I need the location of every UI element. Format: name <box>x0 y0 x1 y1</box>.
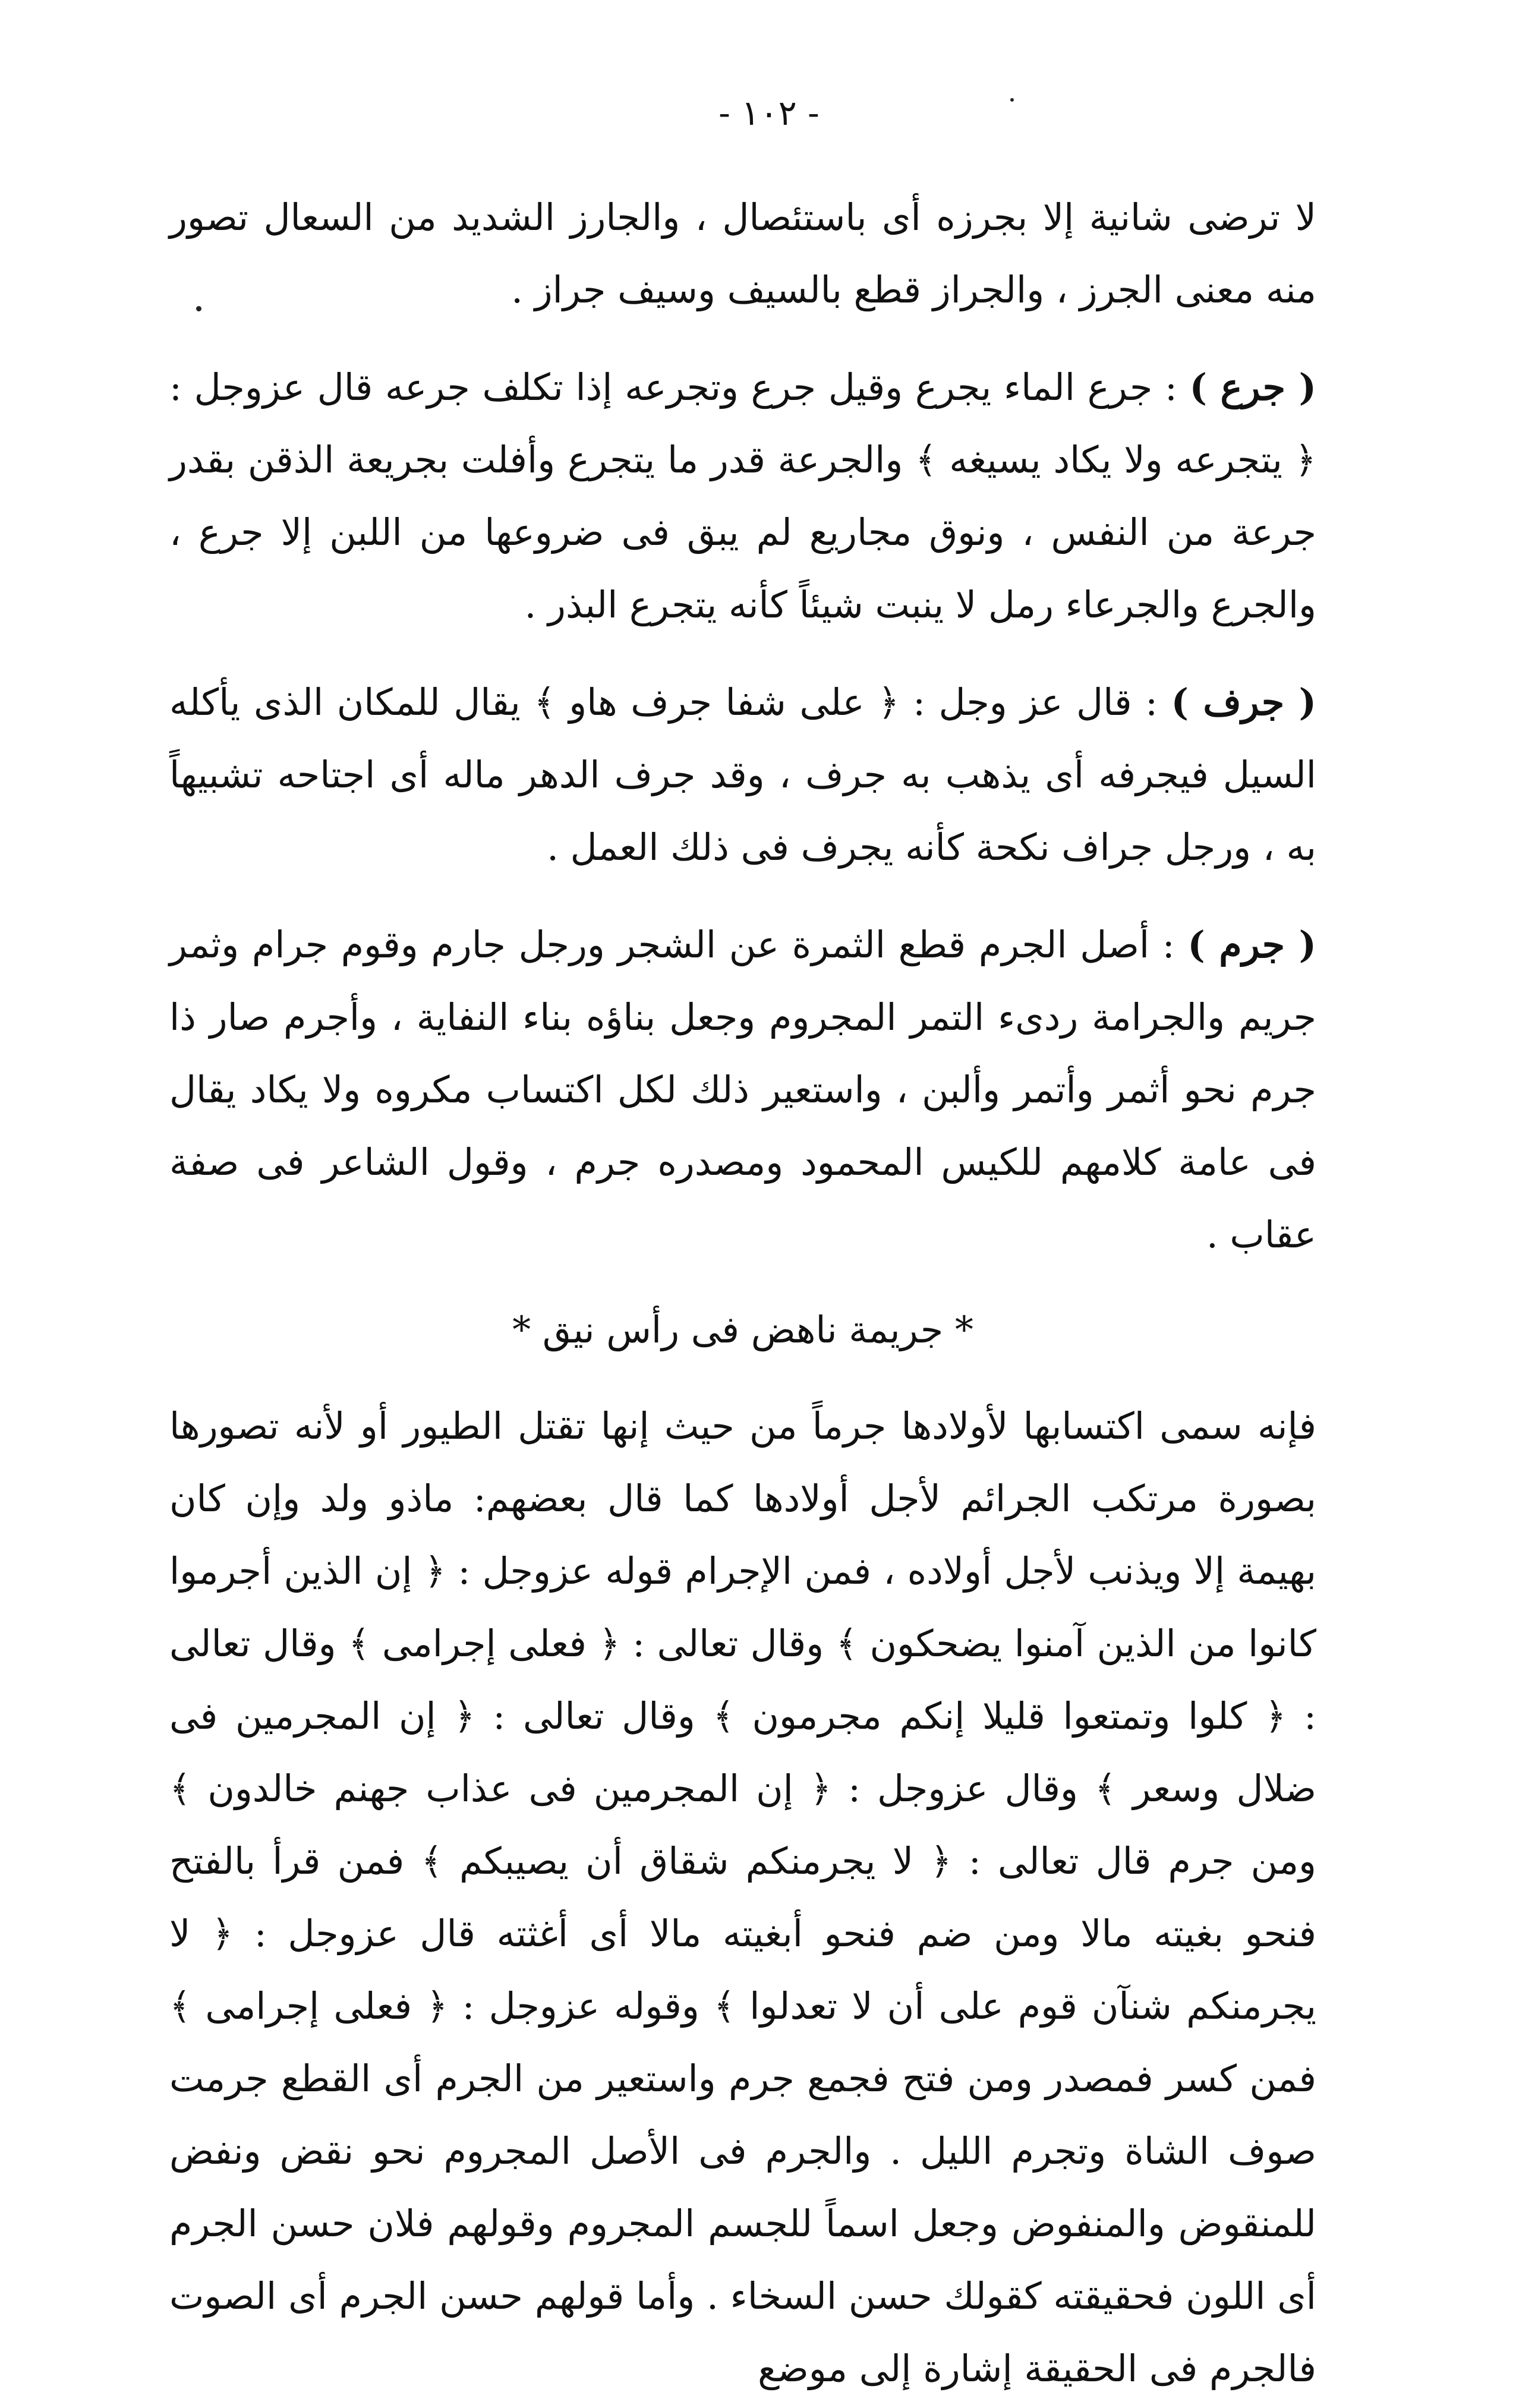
entry-heading: ( جرم ) <box>1187 923 1317 966</box>
entry-jaram <box>169 909 1316 1271</box>
paragraph-text: لا ترضى شانية إلا بجرزه أى باستئصال ، والجارز الشديد من السعال تصور منه معنى الجرز ، والجراز قطع بالسيف وسيف جراز . <box>169 196 1316 311</box>
entry-jaraa <box>169 351 1316 641</box>
entry-text: : قال عز وجل : ﴿ على شفا جرف هاو ﴾ يقال للمكان الذى يأكله السيل فيجرفه أى يذهب به جرف ، وقد جرف الدهر ماله أى اجتاحه تشبيهاً به ، ورجل جراف نكحة كأنه يجرف فى ذلك العمل . <box>169 680 1316 869</box>
ink-speck <box>1010 98 1014 102</box>
page-number: - ١٠٢ - <box>718 93 820 133</box>
paragraph-continuation <box>169 181 1316 326</box>
entry-heading: ( جرف ) <box>1171 680 1316 724</box>
ink-speck <box>196 306 201 311</box>
poetry-verse <box>169 1294 1316 1366</box>
verse-text: * جريمة ناهض فى رأس نيق * <box>512 1308 973 1351</box>
entry-text: : جرع الماء يجرع وقيل جرع وتجرعه إذا تكلف جرعه قال عزوجل : ﴿ يتجرعه ولا يكاد يسيغه ﴾ والجرعة قدر ما يتجرع وأفلت بجريعة الذقن بقدر جرعة من النفس ، ونوق مجاريع لم يبق فى ضروعها من اللبن إلا جرع ، والجرع والجرعاء رمل لا ينبت شيئاً كأنه يتجرع البذر . <box>169 365 1316 626</box>
paragraph-explanation <box>169 1390 1316 2405</box>
entry-heading: ( جرع ) <box>1189 365 1316 409</box>
entry-jaraf <box>169 666 1316 884</box>
paragraph-text: فإنه سمى اكتسابها لأولادها جرماً من حيث إنها تقتل الطيور أو لأنه تصورها بصورة مرتكب الجرائم لأجل أولادها كما قال بعضهم: ماذو ولد وإن كان بهيمة إلا ويذنب لأجل أولاده ، فمن الإجرام قوله عزوجل : ﴿ إن الذين أجرموا كانوا من الذين آمنوا يضحكون ﴾ وقال تعالى : ﴿ فعلى إجرامى ﴾ وقال تعالى : ﴿ كلوا وتمتعوا قليلا إنكم مجرمون ﴾ وقال تعالى : ﴿ إن المجرمين فى ضلال وسعر ﴾ وقال عزوجل : ﴿ إن المجرمين فى عذاب جهنم خالدون ﴾ ومن جرم قال تعالى : ﴿ لا يجرمنكم شقاق أن يصيبكم ﴾ فمن قرأ بالفتح فنحو بغيته مالا ومن ضم فنحو أبغيته مالا أى أغثته قال عزوجل : ﴿ لا يجرمنكم شنآن قوم على أن لا تعدلوا ﴾ وقوله عزوجل : ﴿ فعلى إجرامى ﴾ فمن كسر فمصدر ومن فتح فجمع جرم واستعير من الجرم أى القطع جرمت صوف الشاة وتجرم الليل . والجرم فى الأصل المجروم نحو نقض ونفض للمنقوض والمنفوض وجعل اسماً للجسم المجروم وقولهم فلان حسن الجرم أى اللون فحقيقته كقولك حسن السخاء . وأما قولهم حسن الجرم أى الصوت فالجرم فى الحقيقة إشارة إلى موضع <box>169 1404 1317 2390</box>
entry-text: : أصل الجرم قطع الثمرة عن الشجر ورجل جارم وقوم جرام وثمر جريم والجرامة ردىء التمر المجروم وجعل بناؤه بناء النفاية ، وأجرم صار ذا جرم نحو أثمر وأتمر وألبن ، واستعير ذلك لكل اكتساب مكروه ولا يكاد يقال فى عامة كلامهم للكيس المحمود ومصدره جرم ، وقول الشاعر فى صفة عقاب . <box>169 923 1316 1256</box>
body-text <box>169 181 1316 2405</box>
